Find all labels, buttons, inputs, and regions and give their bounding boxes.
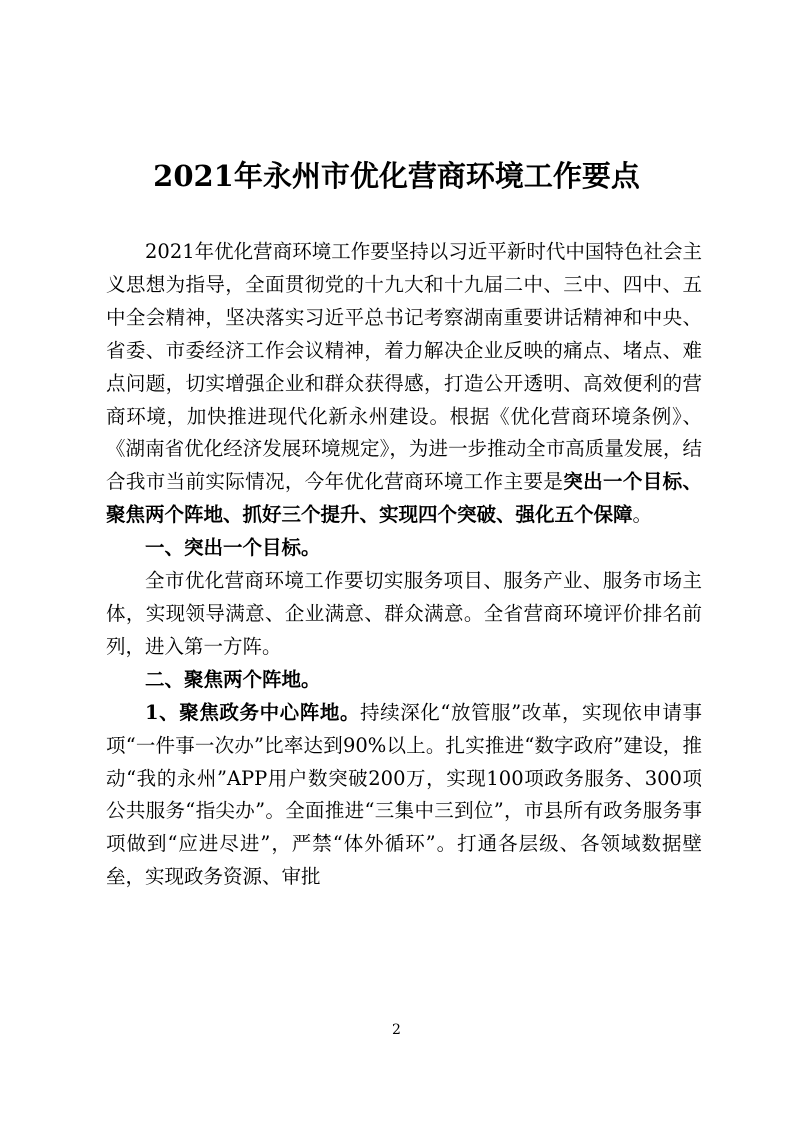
section-heading-2: 二、聚焦两个阵地。 <box>145 667 321 691</box>
intro-end: 。 <box>632 503 653 527</box>
item-1-heading: 1、聚焦政务中心阵地。 <box>145 700 361 724</box>
item-1-text: 持续深化“放管服”改革，实现依申请事项“一件事一次办”比率达到90%以上。扎实推进“数字政府”建设，推动“我的永州”APP用户数突破200万，实现100项政务服务、300项公共服务“指尖办”。全面推进“三集中三到位”，市县所有政务服务事项做到“应进尽进”，严禁“体外循环”。打通各层级、各领域数据壁垒，实现政务资源、审批 <box>106 700 702 889</box>
document-title: 2021年永州市优化营商环境工作要点 <box>153 159 640 193</box>
document-body <box>106 236 702 894</box>
section-1-paragraph: 全市优化营商环境工作要切实服务项目、服务产业、服务市场主体，实现领导满意、企业满意、群众满意。全省营商环境评价排名前列，进入第一方阵。 <box>106 569 702 658</box>
section-heading-1: 一、突出一个目标。 <box>145 536 321 560</box>
page-number: 2 <box>392 1022 401 1038</box>
intro-paragraph <box>106 236 702 532</box>
item-1-paragraph <box>106 697 702 894</box>
intro-text: 2021年优化营商环境工作要坚持以习近平新时代中国特色社会主义思想为指导，全面贯彻党的十九大和十九届二中、三中、四中、五中全会精神，坚决落实习近平总书记考察湖南重要讲话精神和中央、省委、市委经济工作会议精神，着力解决企业反映的痛点、堵点、难点问题，切实增强企业和群众获得感，打造公开透明、高效便利的营商环境，加快推进现代化新永州建设。根据《优化营商环境条例》、《湖南省优化经济发展环境规定》，为进一步推动全市高质量发展，结合我市当前实际情况，今年优化营商环境工作主要是 <box>106 240 702 494</box>
intro-emphasis: 突出一个目标、聚焦两个阵地、抓好三个提升、实现四个突破、强化五个保障 <box>106 470 702 527</box>
